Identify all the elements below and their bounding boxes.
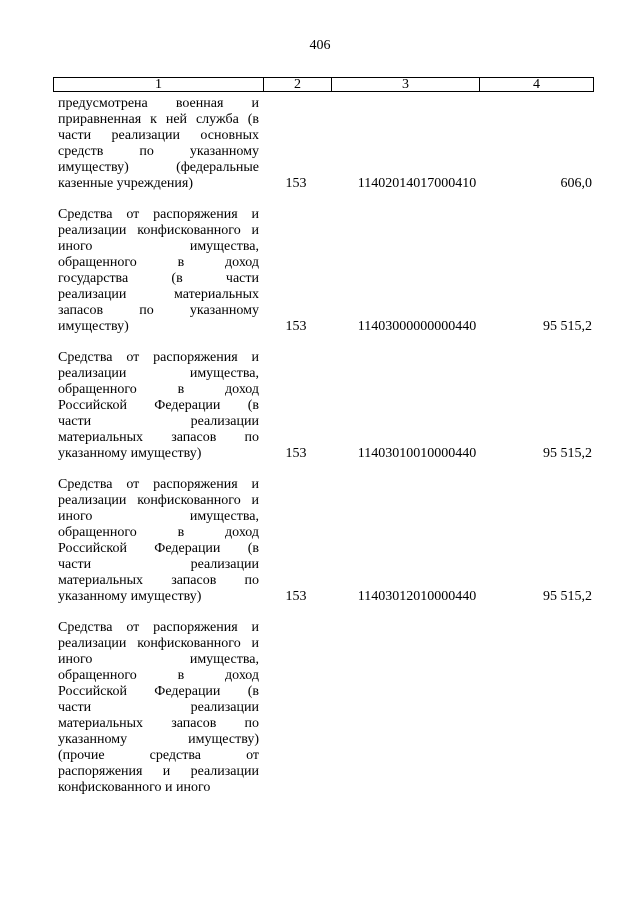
row-amount: 606,0 [560, 176, 592, 191]
row-classification-code: 11403010010000440 [357, 446, 477, 461]
description-line: Средства от распоряжения и [58, 477, 259, 492]
description-line: (прочие средства от [58, 748, 259, 763]
description-line: иного имущества, [58, 509, 259, 524]
description-line: материальных запасов по [58, 573, 259, 588]
description-line: иного имущества, [58, 239, 259, 254]
table-row [58, 96, 594, 192]
description-line: государства (в части [58, 271, 259, 286]
description-line: части реализации [58, 700, 259, 715]
table-body [58, 96, 594, 796]
description-line: предусмотрена военная и [58, 96, 259, 111]
description-line: обращенного в доход [58, 382, 259, 397]
table-row [58, 477, 594, 605]
description-line: материальных запасов по [58, 430, 259, 445]
description-line: указанному имуществу) [58, 589, 202, 604]
description-line: приравненная к ней служба (в [58, 112, 259, 127]
row-description [58, 96, 259, 192]
description-line: обращенного в доход [58, 255, 259, 270]
description-line: части реализации основных [58, 128, 259, 143]
description-line: Средства от распоряжения и [58, 207, 259, 222]
description-line: указанному имуществу) [58, 732, 259, 747]
row-description [58, 477, 259, 605]
row-description [58, 207, 259, 335]
description-line: иного имущества, [58, 652, 259, 667]
row-amount: 95 515,2 [543, 446, 592, 461]
header-col-4: 4 [533, 76, 540, 92]
row-admin-code: 153 [285, 589, 307, 604]
description-line: реализации материальных [58, 287, 259, 302]
table-row [58, 620, 594, 796]
description-line: реализации конфискованного и [58, 636, 259, 651]
row-admin-code: 153 [285, 446, 307, 461]
header-col-1: 1 [54, 78, 264, 91]
row-description [58, 620, 259, 796]
description-line: казенные учреждения) [58, 176, 194, 191]
description-line: запасов по указанному [58, 303, 259, 318]
table-row [58, 207, 594, 335]
table-row [58, 350, 594, 462]
description-line: реализации имущества, [58, 366, 259, 381]
description-line: реализации конфискованного и [58, 493, 259, 508]
description-line: части реализации [58, 557, 259, 572]
description-line: материальных запасов по [58, 716, 259, 731]
row-admin-code: 153 [285, 319, 307, 334]
row-classification-code: 11403000000000440 [357, 319, 477, 334]
row-admin-code: 153 [285, 176, 307, 191]
page-number: 406 [309, 38, 331, 53]
description-line: Российской Федерации (в [58, 398, 259, 413]
row-description [58, 350, 259, 462]
header-col-2: 2 [264, 78, 332, 91]
row-classification-code: 11403012010000440 [357, 589, 477, 604]
description-line: реализации конфискованного и [58, 223, 259, 238]
description-line: Российской Федерации (в [58, 684, 259, 699]
description-line: Российской Федерации (в [58, 541, 259, 556]
description-line: части реализации [58, 414, 259, 429]
table-header [53, 77, 594, 92]
description-line: Средства от распоряжения и [58, 620, 259, 635]
header-col-3: 3 [332, 78, 480, 91]
description-line: распоряжения и реализации [58, 764, 259, 779]
description-line: имуществу) [58, 319, 129, 334]
description-line: имуществу) (федеральные [58, 160, 259, 175]
row-classification-code: 11402014017000410 [357, 176, 477, 191]
description-line: обращенного в доход [58, 525, 259, 540]
description-line: средств по указанному [58, 144, 259, 159]
description-line: указанному имуществу) [58, 446, 202, 461]
description-line: конфискованного и иного [58, 780, 211, 795]
row-amount: 95 515,2 [543, 589, 592, 604]
description-line: Средства от распоряжения и [58, 350, 259, 365]
row-amount: 95 515,2 [543, 319, 592, 334]
description-line: обращенного в доход [58, 668, 259, 683]
